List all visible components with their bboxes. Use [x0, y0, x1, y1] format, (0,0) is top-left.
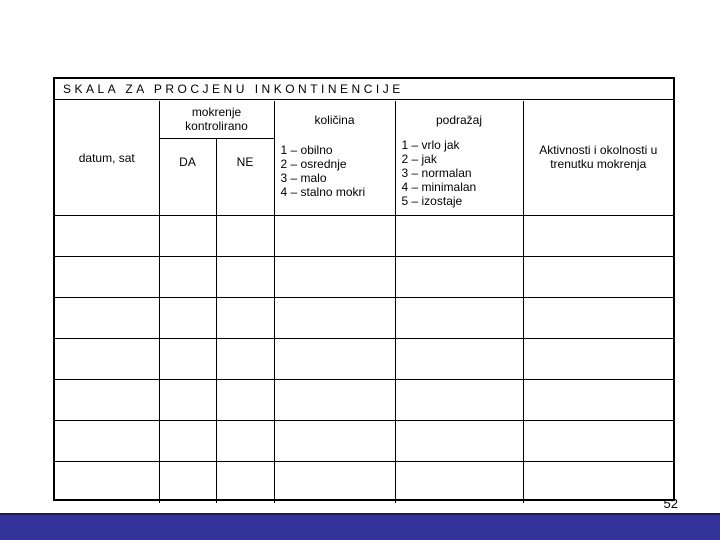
incontinence-assessment-form [53, 77, 675, 501]
cell-ne[interactable] [216, 297, 274, 338]
cell-aktivnosti[interactable] [523, 297, 673, 338]
cell-podrazaj[interactable] [395, 297, 523, 338]
cell-datum[interactable] [55, 256, 159, 297]
cell-aktivnosti[interactable] [523, 379, 673, 420]
cell-podrazaj[interactable] [395, 420, 523, 461]
header-row-top [55, 101, 673, 138]
footer-bar [0, 513, 720, 540]
cell-aktivnosti[interactable] [523, 256, 673, 297]
cell-datum[interactable] [55, 461, 159, 503]
entry-row [55, 338, 673, 379]
cell-ne[interactable] [216, 461, 274, 503]
cell-aktivnosti[interactable] [523, 461, 673, 503]
form-title: SKALA ZA PROCJENU INKONTINENCIJE [63, 82, 404, 96]
cell-datum[interactable] [55, 215, 159, 256]
cell-podrazaj[interactable] [395, 461, 523, 503]
page-number: 52 [663, 496, 678, 511]
cell-aktivnosti[interactable] [523, 420, 673, 461]
cell-datum[interactable] [55, 379, 159, 420]
cell-kolicina[interactable] [274, 338, 395, 379]
header-datum-sat: datum, sat [55, 101, 159, 215]
header-ne: NE [216, 138, 274, 215]
kolicina-scale: 1 – obilno 2 – osrednje 3 – malo 4 – stalno mokri [274, 138, 395, 215]
cell-kolicina[interactable] [274, 461, 395, 503]
entry-row [55, 461, 673, 503]
header-da: DA [159, 138, 216, 215]
cell-podrazaj[interactable] [395, 256, 523, 297]
cell-datum[interactable] [55, 297, 159, 338]
cell-da[interactable] [159, 256, 216, 297]
cell-aktivnosti[interactable] [523, 338, 673, 379]
cell-podrazaj[interactable] [395, 379, 523, 420]
cell-da[interactable] [159, 215, 216, 256]
assessment-table [55, 101, 673, 503]
cell-da[interactable] [159, 379, 216, 420]
title-divider [55, 99, 673, 100]
header-aktivnosti: Aktivnosti i okolnosti u trenutku mokrenja [523, 101, 673, 215]
cell-podrazaj[interactable] [395, 338, 523, 379]
cell-kolicina[interactable] [274, 379, 395, 420]
entry-row [55, 297, 673, 338]
header-kolicina: količina [274, 101, 395, 138]
cell-kolicina[interactable] [274, 420, 395, 461]
podrazaj-scale: 1 – vrlo jak 2 – jak 3 – normalan 4 – minimalan 5 – izostaje [395, 138, 523, 215]
cell-ne[interactable] [216, 379, 274, 420]
entry-row [55, 256, 673, 297]
cell-podrazaj[interactable] [395, 215, 523, 256]
cell-da[interactable] [159, 338, 216, 379]
cell-ne[interactable] [216, 420, 274, 461]
entry-row [55, 215, 673, 256]
cell-datum[interactable] [55, 338, 159, 379]
cell-kolicina[interactable] [274, 215, 395, 256]
cell-datum[interactable] [55, 420, 159, 461]
cell-da[interactable] [159, 297, 216, 338]
cell-ne[interactable] [216, 256, 274, 297]
header-podrazaj: podražaj [395, 101, 523, 138]
entry-row [55, 379, 673, 420]
cell-da[interactable] [159, 461, 216, 503]
cell-aktivnosti[interactable] [523, 215, 673, 256]
cell-ne[interactable] [216, 338, 274, 379]
cell-kolicina[interactable] [274, 297, 395, 338]
header-mokrenje-kontrolirano: mokrenje kontrolirano [159, 101, 274, 138]
cell-ne[interactable] [216, 215, 274, 256]
cell-da[interactable] [159, 420, 216, 461]
entry-row [55, 420, 673, 461]
cell-kolicina[interactable] [274, 256, 395, 297]
